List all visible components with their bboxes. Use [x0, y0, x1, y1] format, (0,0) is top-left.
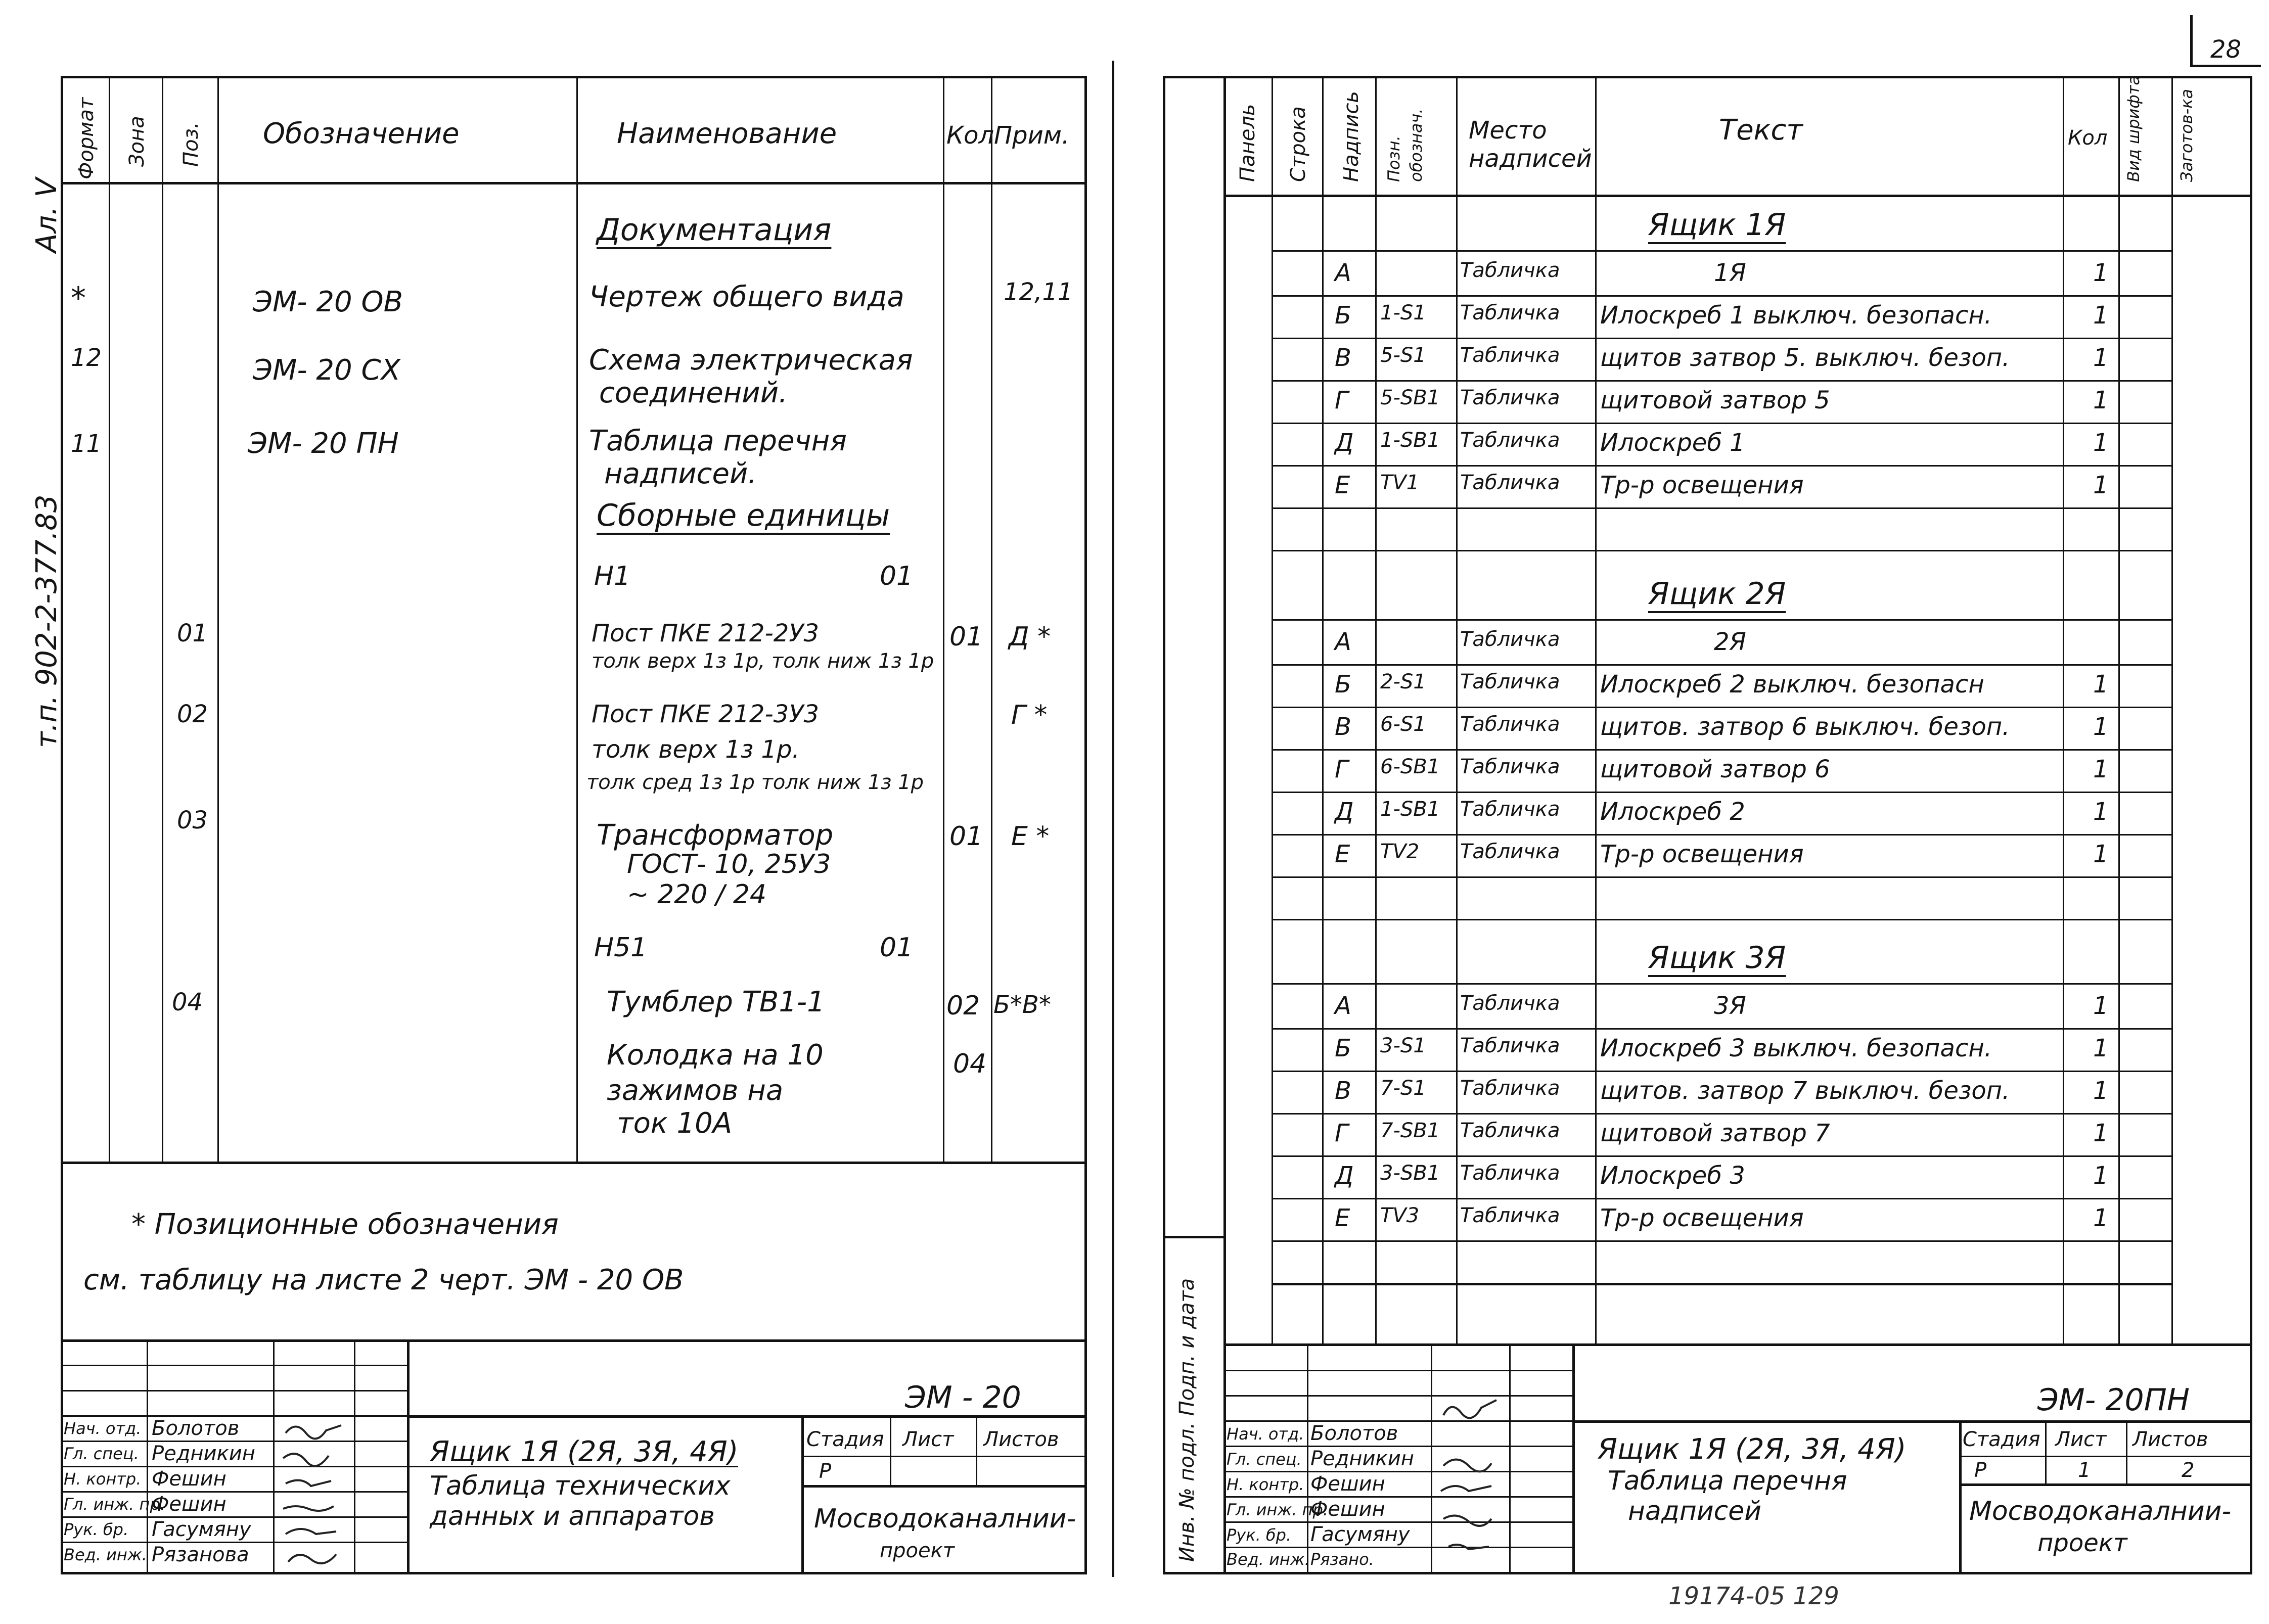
header-zone: Зона: [125, 116, 149, 167]
row-qty: 1: [2093, 670, 2109, 699]
stamp-org: Мосводоканалнии-: [814, 1504, 1076, 1534]
header-designation: Обозначение: [263, 117, 460, 150]
stamp-sheets: 2: [2182, 1459, 2195, 1482]
stamp-code: ЭМ- 20ПН: [2037, 1382, 2190, 1418]
row-pos: 02: [177, 700, 208, 728]
row-text: щитовой затвор 6: [1600, 755, 1830, 783]
bottom-code: 19174-05 129: [1668, 1582, 1839, 1610]
stamp-stage: Р: [1974, 1459, 1987, 1482]
left-margin-text: Инв. № подл. Подп. и дата: [1175, 1278, 1199, 1562]
stamp-role: Гл. инж. пр.: [64, 1495, 165, 1514]
row-place: Табличка: [1460, 1204, 1560, 1227]
header-format: Формат: [75, 97, 98, 179]
row-designation: ЭМ- 20 ОВ: [253, 286, 403, 318]
stamp-title: Таблица технических: [430, 1471, 731, 1501]
row-name-line3: толк сред 1з 1р толк ниж 1з 1р: [586, 771, 924, 794]
signatures: [1433, 1395, 1507, 1572]
stamp-person: Фешин: [1310, 1498, 1385, 1521]
row-place: Табличка: [1460, 1162, 1560, 1185]
stamp-sheet: 1: [2078, 1459, 2091, 1482]
header-blank: Заготов-ка: [2177, 88, 2196, 182]
header-qty: Кол: [2068, 126, 2108, 150]
row-pos: 03: [177, 806, 208, 834]
row-note: Б*В*: [993, 991, 1051, 1019]
row-label: А: [1335, 992, 1351, 1020]
row-place: Табличка: [1460, 301, 1560, 324]
row-label: В: [1335, 1077, 1351, 1105]
row-qty: 1: [2093, 1034, 2109, 1062]
row-name: Трансформатор: [597, 819, 834, 852]
row-name: Н1: [594, 561, 631, 591]
stamp-role: Рук. бр.: [64, 1520, 129, 1539]
row-qty: 01: [949, 821, 983, 852]
row-qty: 1: [2093, 713, 2109, 741]
row-format: 11: [71, 430, 102, 458]
row-text: щитовой затвор 7: [1600, 1119, 1830, 1147]
row-label: Б: [1335, 301, 1351, 330]
row-name-line2: зажимов на: [607, 1074, 784, 1107]
row-name: Чертеж общего вида: [589, 281, 904, 313]
row-name-line2: надписей.: [604, 457, 757, 490]
row-label: Е: [1335, 1204, 1350, 1232]
row-qty: 1: [2093, 1162, 2109, 1190]
group-title: Ящик 1Я: [1648, 207, 1786, 243]
header-label: Надпись: [1340, 91, 1363, 182]
stamp-title: надписей: [1628, 1496, 1761, 1526]
header-pos: Позн. обознач.: [1384, 108, 1426, 182]
stamp-title: Таблица перечня: [1608, 1466, 1847, 1496]
row-label: Е: [1335, 840, 1350, 868]
row-note: Г *: [1011, 700, 1048, 730]
stamp-role: Нач. отд.: [64, 1419, 142, 1438]
row-text: Илоскреб 3 выключ. безопасн.: [1600, 1034, 1992, 1062]
row-label: Г: [1335, 755, 1348, 783]
row-text: щитов. затвор 7 выключ. безоп.: [1600, 1077, 2010, 1105]
header-note: Прим.: [994, 121, 1070, 150]
stamp-role: Гл. спец.: [1227, 1450, 1302, 1469]
row-pos: TV3: [1380, 1204, 1420, 1227]
row-name-line2: ГОСТ- 10, 25У3: [627, 849, 831, 879]
row-label: Г: [1335, 1119, 1348, 1147]
row-pos: TV1: [1380, 471, 1420, 494]
stamp-person: Болотов: [1310, 1422, 1398, 1445]
row-qty: 1: [2093, 471, 2109, 499]
row-name-line2: толк верх 1з 1р, толк ниж 1з 1р: [592, 649, 934, 673]
stamp-sheet-label: Лист: [2055, 1428, 2107, 1451]
row-pos: 7-SB1: [1380, 1119, 1440, 1142]
row-text: Тр-р освещения: [1600, 471, 1804, 499]
row-pos: 2-S1: [1380, 670, 1426, 693]
stamp-sheet-label: Лист: [902, 1428, 954, 1451]
row-place: Табличка: [1460, 840, 1560, 863]
stamp-person: Редникин: [152, 1442, 255, 1465]
row-qty: 1: [2093, 840, 2109, 868]
stamp-person: Гасумяну: [152, 1518, 251, 1541]
header-pos: Поз.: [179, 122, 203, 167]
row-format: *: [71, 281, 86, 316]
row-label: А: [1335, 628, 1351, 656]
row-label: Б: [1335, 670, 1351, 699]
group-title: Ящик 2Я: [1648, 576, 1786, 612]
row-qty: 1: [2093, 344, 2109, 372]
row-text: щитов затвор 5. выключ. безоп.: [1600, 344, 2010, 372]
stamp-person: Фешин: [152, 1493, 226, 1516]
row-place: Табличка: [1460, 670, 1560, 693]
row-name: Тумблер ТВ1-1: [607, 986, 825, 1018]
header-name: Наименование: [617, 117, 837, 150]
row-qty: 01: [949, 622, 983, 652]
row-text: Илоскреб 1 выключ. безопасн.: [1600, 301, 1992, 330]
doc-number-vertical: т.п. 902-2-377.83: [30, 494, 63, 748]
row-name: Колодка на 10: [607, 1039, 824, 1072]
stamp-code: ЭМ - 20: [905, 1380, 1021, 1415]
row-text: Илоскреб 3: [1600, 1162, 1745, 1190]
row-name: Н51: [594, 933, 648, 963]
row-place: Табличка: [1460, 1119, 1560, 1142]
row-text: Илоскреб 1: [1600, 429, 1745, 457]
footnote-line1: * Позиционные обозначения: [131, 1208, 559, 1241]
left-sheet-frame: [61, 76, 1087, 1574]
row-pos: 7-S1: [1380, 1077, 1426, 1100]
row-label: А: [1335, 259, 1351, 287]
row-pos: 1-SB1: [1380, 798, 1440, 821]
header-qty: Кол: [946, 121, 994, 150]
stamp-sheets-label: Листов: [2132, 1428, 2208, 1451]
stamp-org: проект: [880, 1539, 955, 1562]
stamp-role: Вед. инж.: [1227, 1550, 1310, 1569]
album-label: Ал. V: [30, 177, 63, 253]
row-qty: 1: [2093, 992, 2109, 1020]
stamp-person: Фешин: [152, 1467, 226, 1491]
row-name-right: 01: [880, 933, 914, 963]
row-qty: 1: [2093, 798, 2109, 826]
row-pos: 3-S1: [1380, 1034, 1426, 1057]
row-place: Табличка: [1460, 259, 1560, 282]
row-name: Схема электрическая: [589, 344, 913, 377]
stamp-title: Ящик 1Я (2Я, 3Я, 4Я): [1598, 1433, 1907, 1466]
row-designation: ЭМ- 20 СХ: [253, 354, 400, 387]
row-name-right: 01: [880, 561, 914, 591]
stamp-person: Редникин: [1310, 1447, 1414, 1470]
row-text: Тр-р освещения: [1600, 1204, 1804, 1232]
corner-number: 28: [2210, 35, 2242, 64]
row-qty: 1: [2093, 1077, 2109, 1105]
row-label: Г: [1335, 386, 1348, 414]
row-label: Д: [1335, 429, 1354, 457]
row-label: Д: [1335, 798, 1354, 826]
row-qty: 04: [953, 1049, 987, 1079]
row-name: Таблица перечня: [589, 425, 847, 457]
row-name-line3: ток 10А: [617, 1107, 733, 1140]
row-qty: 1: [2093, 301, 2109, 330]
row-text: 2Я: [1714, 628, 1746, 656]
row-place: Табличка: [1460, 713, 1560, 736]
row-label: Д: [1335, 1162, 1354, 1190]
row-pos: 3-SB1: [1380, 1162, 1440, 1185]
row-name-line2: толк верх 1з 1р.: [592, 735, 800, 764]
row-text: 3Я: [1714, 992, 1746, 1020]
row-name-line2: соединений.: [599, 377, 788, 409]
stamp-role: Н. контр.: [64, 1469, 142, 1489]
stamp-stage: Р: [819, 1460, 832, 1483]
row-designation: ЭМ- 20 ПН: [248, 427, 399, 460]
section-documentation: Документация: [597, 212, 832, 248]
row-place: Табличка: [1460, 471, 1560, 494]
row-qty: 02: [946, 991, 980, 1021]
row-name: Пост ПКЕ 212-2У3: [592, 619, 820, 647]
row-place: Табличка: [1460, 755, 1560, 778]
header-panel: Панель: [1236, 104, 1259, 182]
stamp-sheets-label: Листов: [983, 1428, 1059, 1451]
row-text: 1Я: [1714, 259, 1746, 287]
row-text: Илоскреб 2: [1600, 798, 1745, 826]
row-pos: 5-S1: [1380, 344, 1426, 367]
group-title: Ящик 3Я: [1648, 940, 1786, 976]
row-format: 12: [71, 344, 102, 372]
stamp-role: Вед. инж.: [64, 1545, 147, 1564]
stamp-role: Гл. инж. пр.: [1227, 1500, 1328, 1519]
stamp-stage-label: Стадия: [1963, 1428, 2040, 1451]
row-place: Табличка: [1460, 992, 1560, 1015]
header-text: Текст: [1719, 114, 1803, 147]
row-pos: 6-S1: [1380, 713, 1426, 736]
header-font: Вид шрифта: [2124, 75, 2143, 182]
stamp-org: проект: [2037, 1529, 2127, 1557]
stamp-role: Рук. бр.: [1227, 1525, 1292, 1545]
row-place: Табличка: [1460, 344, 1560, 367]
row-place: Табличка: [1460, 1077, 1560, 1100]
row-text: Илоскреб 2 выключ. безопасн: [1600, 670, 1984, 699]
row-qty: 1: [2093, 1119, 2109, 1147]
stamp-org: Мосводоканалнии-: [1969, 1496, 2232, 1526]
row-qty: 1: [2093, 429, 2109, 457]
stamp-person: Болотов: [152, 1417, 240, 1440]
header-place: Место надписей: [1469, 116, 1592, 173]
row-pos: 04: [172, 988, 203, 1016]
stamp-person: Гасумяну: [1310, 1523, 1410, 1546]
row-note: Е *: [1011, 821, 1050, 852]
row-text: щитовой затвор 5: [1600, 386, 1830, 414]
row-pos: TV2: [1380, 840, 1420, 863]
stamp-role: Гл. спец.: [64, 1444, 139, 1463]
row-place: Табличка: [1460, 798, 1560, 821]
row-pos: 1-S1: [1380, 301, 1426, 324]
row-pos: 01: [177, 619, 208, 647]
section-assemblies: Сборные единицы: [597, 498, 890, 533]
row-text: Тр-р освещения: [1600, 840, 1804, 868]
stamp-title: Ящик 1Я (2Я, 3Я, 4Я): [430, 1435, 739, 1468]
row-place: Табличка: [1460, 628, 1560, 651]
row-name-line3: ~ 220 / 24: [627, 879, 767, 910]
stamp-role: Нач. отд.: [1227, 1424, 1304, 1444]
stamp-person: Фешин: [1310, 1472, 1385, 1496]
row-place: Табличка: [1460, 429, 1560, 452]
row-label: Б: [1335, 1034, 1351, 1062]
row-label: В: [1335, 344, 1351, 372]
footnote-line2: см. таблицу на листе 2 черт. ЭМ - 20 ОВ: [83, 1264, 684, 1296]
stamp-person: Рязанова: [152, 1543, 249, 1566]
row-name: Пост ПКЕ 212-3У3: [592, 700, 820, 728]
row-note: Д *: [1009, 622, 1051, 652]
row-place: Табличка: [1460, 1034, 1560, 1057]
header-row: Строка: [1287, 106, 1310, 182]
row-pos: 5-SB1: [1380, 386, 1440, 409]
stamp-person: Рязано.: [1310, 1550, 1374, 1569]
stamp-title: данных и аппаратов: [430, 1501, 715, 1532]
row-qty: 1: [2093, 259, 2109, 287]
stamp-role: Н. контр.: [1227, 1475, 1304, 1494]
row-pos: 6-SB1: [1380, 755, 1440, 778]
row-pos: 1-SB1: [1380, 429, 1440, 452]
row-label: Е: [1335, 471, 1350, 499]
row-text: щитов. затвор 6 выключ. безоп.: [1600, 713, 2010, 741]
row-qty: 1: [2093, 755, 2109, 783]
row-note: 12,11: [1004, 278, 1073, 306]
row-qty: 1: [2093, 386, 2109, 414]
row-label: В: [1335, 713, 1351, 741]
row-qty: 1: [2093, 1204, 2109, 1232]
signatures: [276, 1415, 351, 1572]
stamp-stage-label: Стадия: [806, 1428, 884, 1451]
row-place: Табличка: [1460, 386, 1560, 409]
